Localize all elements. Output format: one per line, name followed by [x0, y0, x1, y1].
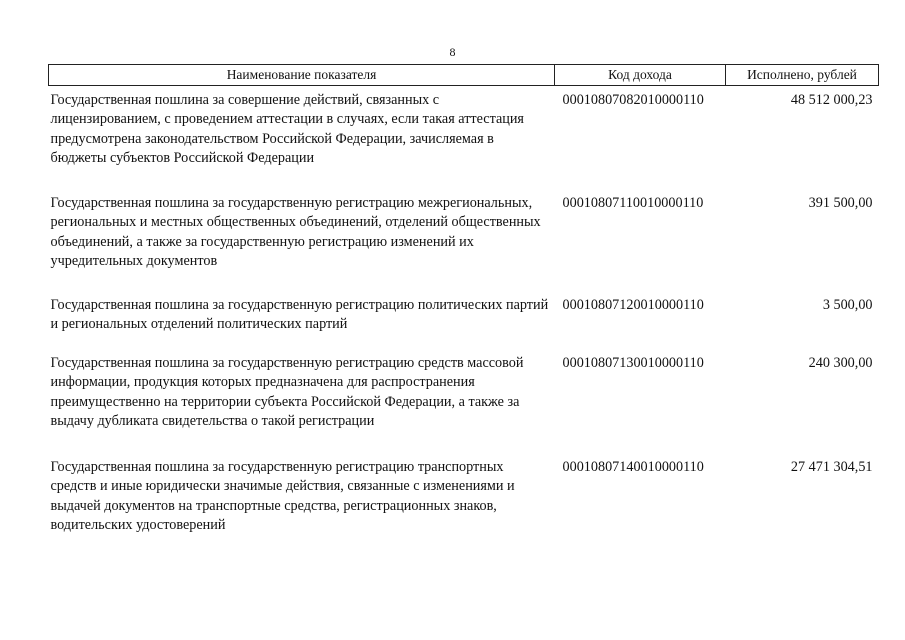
- header-amount: Исполнено, рублей: [726, 65, 879, 86]
- header-name: Наименование показателя: [49, 65, 555, 86]
- table-row: [49, 194, 879, 296]
- page-number: 8: [449, 45, 456, 59]
- revenue-code: 00010807140010000110: [562, 459, 704, 475]
- table-row: [49, 458, 879, 538]
- revenue-code: 00010807082010000110: [562, 92, 704, 108]
- indicator-name: Государственная пошлина за совершение действий, связанных с лицензированием, с проведением аттестации в случаях, если такая аттестация предусмотрена законодательством Российской Федерации, зачисляемая в бюджеты субъектов Российской Федерации: [50, 92, 524, 166]
- executed-amount: 391 500,00: [808, 195, 873, 211]
- executed-amount: 27 471 304,51: [790, 459, 873, 475]
- header-row: [49, 65, 879, 86]
- indicator-name: Государственная пошлина за государственную регистрацию межрегиональных, региональных и местных общественных объединений, отделений общественных объединений, а также за государственную регистрацию изменений их учредительных документов: [50, 195, 541, 269]
- revenue-code: 00010807120010000110: [562, 297, 704, 313]
- table-row: [49, 354, 879, 458]
- executed-amount: 240 300,00: [808, 355, 873, 371]
- revenue-code: 00010807130010000110: [562, 355, 704, 371]
- executed-amount: 48 512 000,23: [790, 92, 873, 108]
- table-row: [49, 86, 879, 195]
- indicator-name: Государственная пошлина за государственную регистрацию политических партий и региональных отделений политических партий: [50, 297, 549, 333]
- executed-amount: 3 500,00: [822, 297, 873, 313]
- indicator-name: Государственная пошлина за государственную регистрацию средств массовой информации, продукция которых предназначена для распространения преимущественно на территории субъекта Российской Федерации, а также за выдачу дубликата свидетельства о такой регистрации: [50, 355, 524, 429]
- revenue-table: [48, 64, 879, 538]
- table-body: [49, 86, 879, 539]
- indicator-name: Государственная пошлина за государственную регистрацию транспортных средств и иные юридически значимые действия, связанные с изменениями и выдачей документов на транспортные средства, регистрационных знаков, водительских удостоверений: [50, 459, 515, 533]
- revenue-code: 00010807110010000110: [562, 195, 704, 211]
- header-code: Код дохода: [555, 65, 726, 86]
- table-row: [49, 296, 879, 354]
- table-header: [49, 65, 879, 86]
